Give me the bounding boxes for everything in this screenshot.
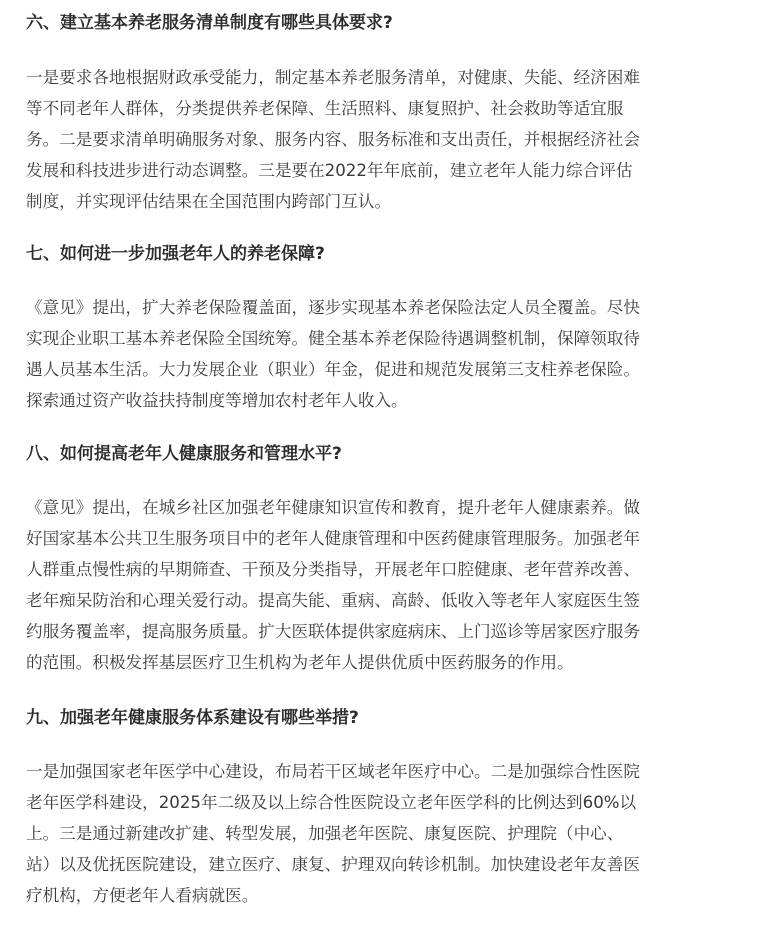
paragraph-line: 好国家基本公共卫生服务项目中的老年人健康管理和中医药健康管理服务。加强老年 xyxy=(26,529,640,548)
section-paragraph-6 xyxy=(26,62,640,217)
paragraph-line: 制度，并实现评估结果在全国范围内跨部门互认。 xyxy=(26,192,392,211)
paragraph-line: 《意见》提出，扩大养老保险覆盖面，逐步实现基本养老保险法定人员全覆盖。尽快 xyxy=(26,298,640,317)
section-paragraph-9 xyxy=(26,756,640,911)
section-heading-6: 六、建立基本养老服务清单制度有哪些具体要求? xyxy=(26,13,393,33)
paragraph-line: 等不同老年人群体，分类提供养老保障、生活照料、康复照护、社会救助等适宜服 xyxy=(26,99,624,118)
paragraph-line: 老年医学科建设，2025年二级及以上综合性医院设立老年医学科的比例达到60%以 xyxy=(26,793,637,812)
paragraph-line: 《意见》提出，在城乡社区加强老年健康知识宣传和教育，提升老年人健康素养。做 xyxy=(26,498,640,517)
paragraph-line: 老年痴呆防治和心理关爱行动。提高失能、重病、高龄、低收入等老年人家庭医生签 xyxy=(26,591,640,610)
section-heading-9: 九、加强老年健康服务体系建设有哪些举措? xyxy=(26,708,359,728)
paragraph-line: 疗机构，方便老年人看病就医。 xyxy=(26,886,259,905)
section-paragraph-7 xyxy=(26,292,640,416)
paragraph-line: 人群重点慢性病的早期筛查、干预及分类指导，开展老年口腔健康、老年营养改善、 xyxy=(26,560,640,579)
paragraph-line: 实现企业职工基本养老保险全国统筹。健全基本养老保险待遇调整机制，保障领取待 xyxy=(26,329,640,348)
section-paragraph-8 xyxy=(26,492,640,678)
paragraph-line: 发展和科技进步进行动态调整。三是要在2022年年底前，建立老年人能力综合评估 xyxy=(26,161,633,180)
paragraph-line: 一是要求各地根据财政承受能力，制定基本养老服务清单，对健康、失能、经济困难 xyxy=(26,68,640,87)
paragraph-line: 探索通过资产收益扶持制度等增加农村老年人收入。 xyxy=(26,391,408,410)
section-heading-7: 七、如何进一步加强老年人的养老保障? xyxy=(26,244,325,264)
paragraph-line: 约服务覆盖率，提高服务质量。扩大医联体提供家庭病床、上门巡诊等居家医疗服务 xyxy=(26,622,640,641)
paragraph-line: 遇人员基本生活。大力发展企业（职业）年金，促进和规范发展第三支柱养老保险。 xyxy=(26,360,640,379)
paragraph-line: 的范围。积极发挥基层医疗卫生机构为老年人提供优质中医药服务的作用。 xyxy=(26,653,574,672)
paragraph-line: 上。三是通过新建改扩建、转型发展，加强老年医院、康复医院、护理院（中心、 xyxy=(26,824,624,843)
paragraph-line: 一是加强国家老年医学中心建设，布局若干区域老年医疗中心。二是加强综合性医院 xyxy=(26,762,640,781)
paragraph-line: 站）以及优抚医院建设，建立医疗、康复、护理双向转诊机制。加快建设老年友善医 xyxy=(26,855,640,874)
section-heading-8: 八、如何提高老年人健康服务和管理水平? xyxy=(26,444,342,464)
paragraph-line: 务。二是要求清单明确服务对象、服务内容、服务标准和支出责任，并根据经济社会 xyxy=(26,130,640,149)
